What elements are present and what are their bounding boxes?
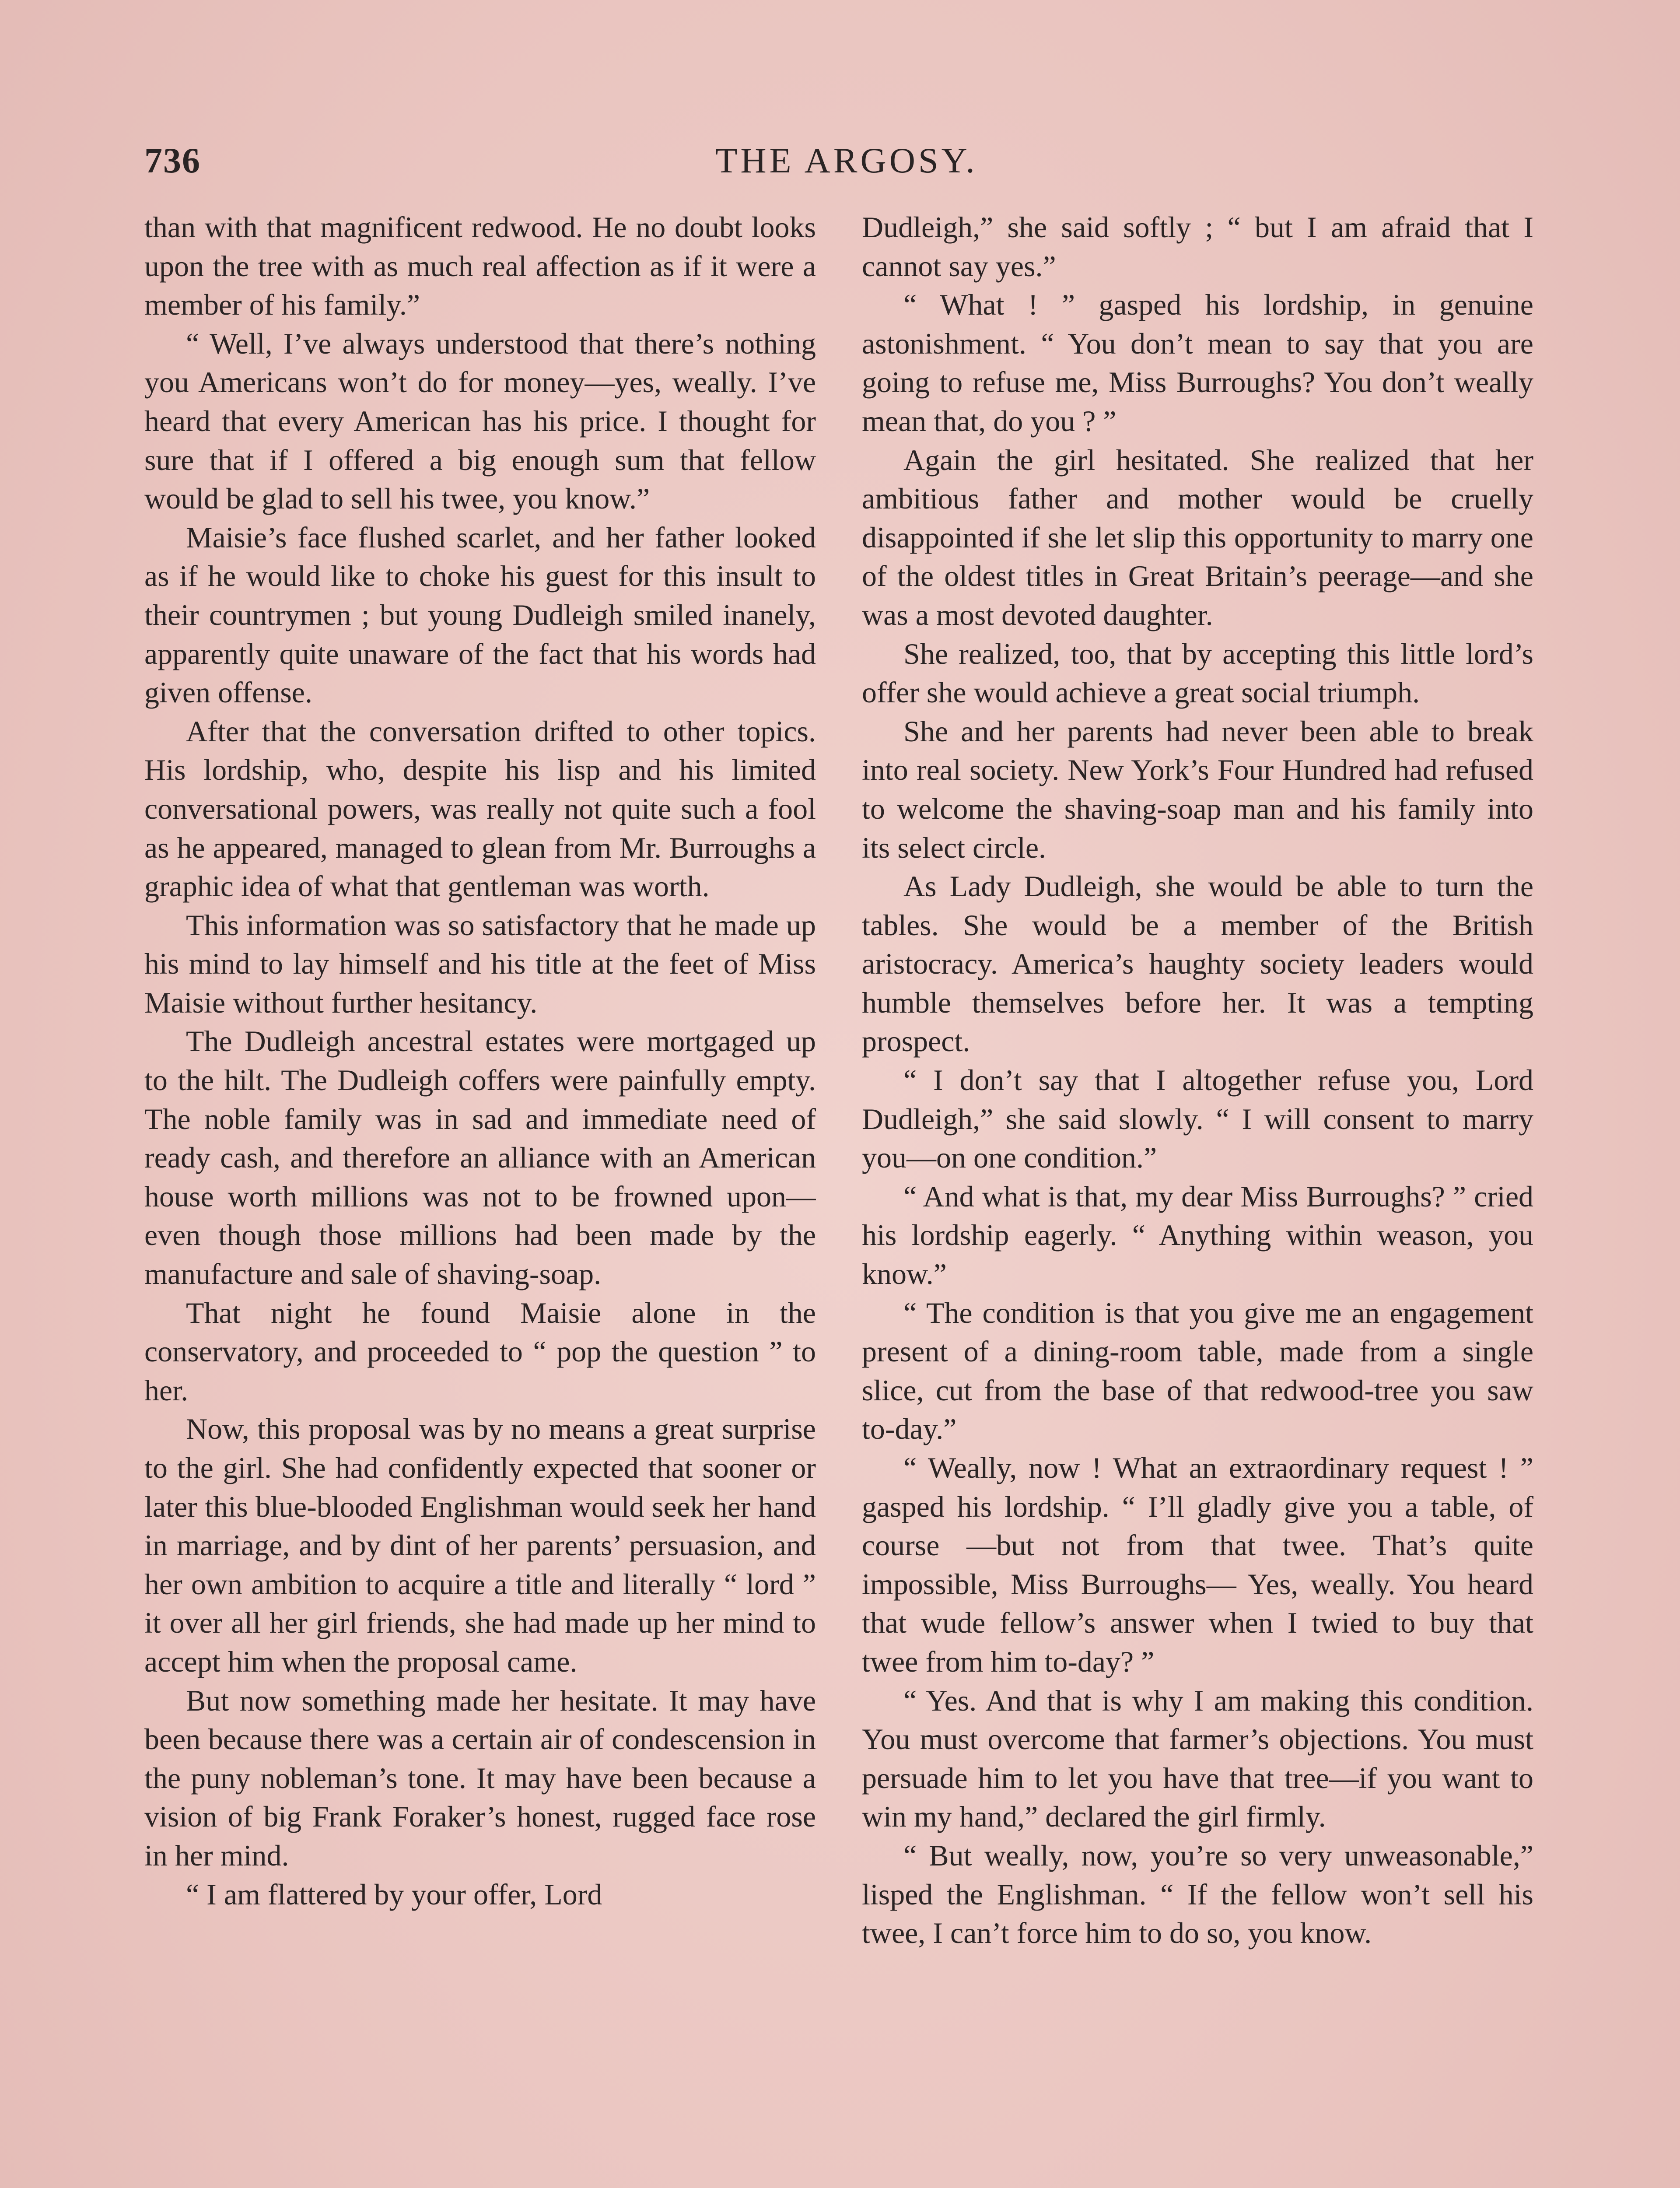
right-column [862, 208, 1533, 2188]
paragraph: But now something made her hesitate. It may have been because there was a certain air of condescension in the puny nobleman’s tone. It may have been because a vision of big Frank Foraker’s honest, rugged face rose in her mind. [144, 1683, 816, 1872]
magazine-page [144, 131, 1549, 2188]
paragraph: She realized, too, that by accepting this little lord’s offer she would achieve a great social triumph. [862, 637, 1533, 709]
paragraph: “ But weally, now, you’re so very unweasonable,” lisped the Englishman. “ If the fellow won’t sell his twee, I can’t force him to do so, you know. [862, 1838, 1533, 1950]
journal-title: THE ARGOSY. [715, 140, 978, 180]
paragraph: That night he found Maisie alone in the conservatory, and proceeded to “ pop the question ” to her. [144, 1296, 816, 1407]
paragraph: “ I am flattered by your offer, Lord [186, 1877, 602, 1911]
paragraph: Again the girl hesitated. She realized that her ambitious father and mother would be cruelly disappointed if she let slip this opportunity to marry one of the oldest titles in Great Britain’s peerage—and she was a most devoted daughter. [862, 443, 1533, 631]
paragraph: The Dudleigh ancestral estates were mortgaged up to the hilt. The Dudleigh coffers were painfully empty. The noble family was in sad and immediate need of ready cash, and therefore an alliance with an American house worth millions was not to be frowned upon—even though those millions had been made by the manufacture and sale of shaving-soap. [144, 1024, 816, 1291]
running-head [144, 131, 1549, 188]
paragraph: Dudleigh,” she said softly ; “ but I am afraid that I cannot say yes.” [862, 210, 1533, 283]
paragraph: This information was so satisfactory that he made up his mind to lay himself and his title at the feet of Miss Maisie without further hesitancy. [144, 908, 816, 1019]
paragraph: After that the conversation drifted to other topics. His lordship, who, despite his lisp and his limited conversational powers, was really not quite such a fool as he appeared, managed to glean from Mr. Burroughs a graphic idea of what that gentleman was worth. [144, 714, 816, 903]
paragraph: As Lady Dudleigh, she would be able to turn the tables. She would be a member of the British aristocracy. America’s haughty society leaders would humble themselves before her. It was a tempting prospect. [862, 870, 1533, 1058]
paragraph: “ Yes. And that is why I am making this condition. You must overcome that farmer’s objections. You must persuade him to let you have that tree—if you want to win my hand,” declared the girl firmly. [862, 1683, 1533, 1834]
paragraph: “ Weally, now ! What an extraordinary request ! ” gasped his lordship. “ I’ll gladly give you a table, of course —but not from that twee. That’s quite impossible, Miss Burroughs— Yes, weally. You heard that wude fellow’s answer when I twied to buy that twee from him to-day? ” [862, 1451, 1533, 1678]
paragraph: Now, this proposal was by no means a great surprise to the girl. She had confidently expected that sooner or later this blue-blooded Englishman would seek her hand in marriage, and by dint of her parents’ persuasion, and her own ambition to acquire a title and literally “ lord ” it over all her girl friends, she had made up her mind to accept him when the proposal came. [144, 1412, 816, 1678]
paragraph: She and her parents had never been able to break into real society. New York’s Four Hundred had refused to welcome the shaving-soap man and his family into its select circle. [862, 714, 1533, 864]
paragraph: “ And what is that, my dear Miss Burroughs? ” cried his lordship eagerly. “ Anything within weason, you know.” [862, 1179, 1533, 1291]
paragraph: than with that magnificent redwood. He no doubt looks upon the tree with as much real affection as if it were a member of his family.” [144, 210, 816, 322]
page-number: 736 [144, 140, 201, 180]
paragraph: Maisie’s face flushed scarlet, and her father looked as if he would like to choke his guest for this insult to their countrymen ; but young Dudleigh smiled inanely, apparently quite unaware of the fact that his words had given offense. [144, 520, 816, 709]
paragraph: “ The condition is that you give me an engagement present of a dining-room table, made from a single slice, cut from the base of that redwood-tree you saw to-day.” [862, 1296, 1533, 1446]
paragraph: “ I don’t say that I altogether refuse you, Lord Dudleigh,” she said slowly. “ I will consent to marry you—on one condition.” [862, 1063, 1533, 1175]
left-column [144, 208, 816, 2188]
text-columns [144, 208, 1549, 2188]
paragraph: “ Well, I’ve always understood that there’s nothing you Americans won’t do for money—yes, weally. I’ve heard that every American has his price. I thought for sure that if I offered a big enough sum that fellow would be glad to sell his twee, you know.” [144, 326, 816, 515]
paragraph: “ What ! ” gasped his lordship, in genuine astonishment. “ You don’t mean to say that you are going to refuse me, Miss Burroughs? You don’t weally mean that, do you ? ” [862, 288, 1533, 438]
